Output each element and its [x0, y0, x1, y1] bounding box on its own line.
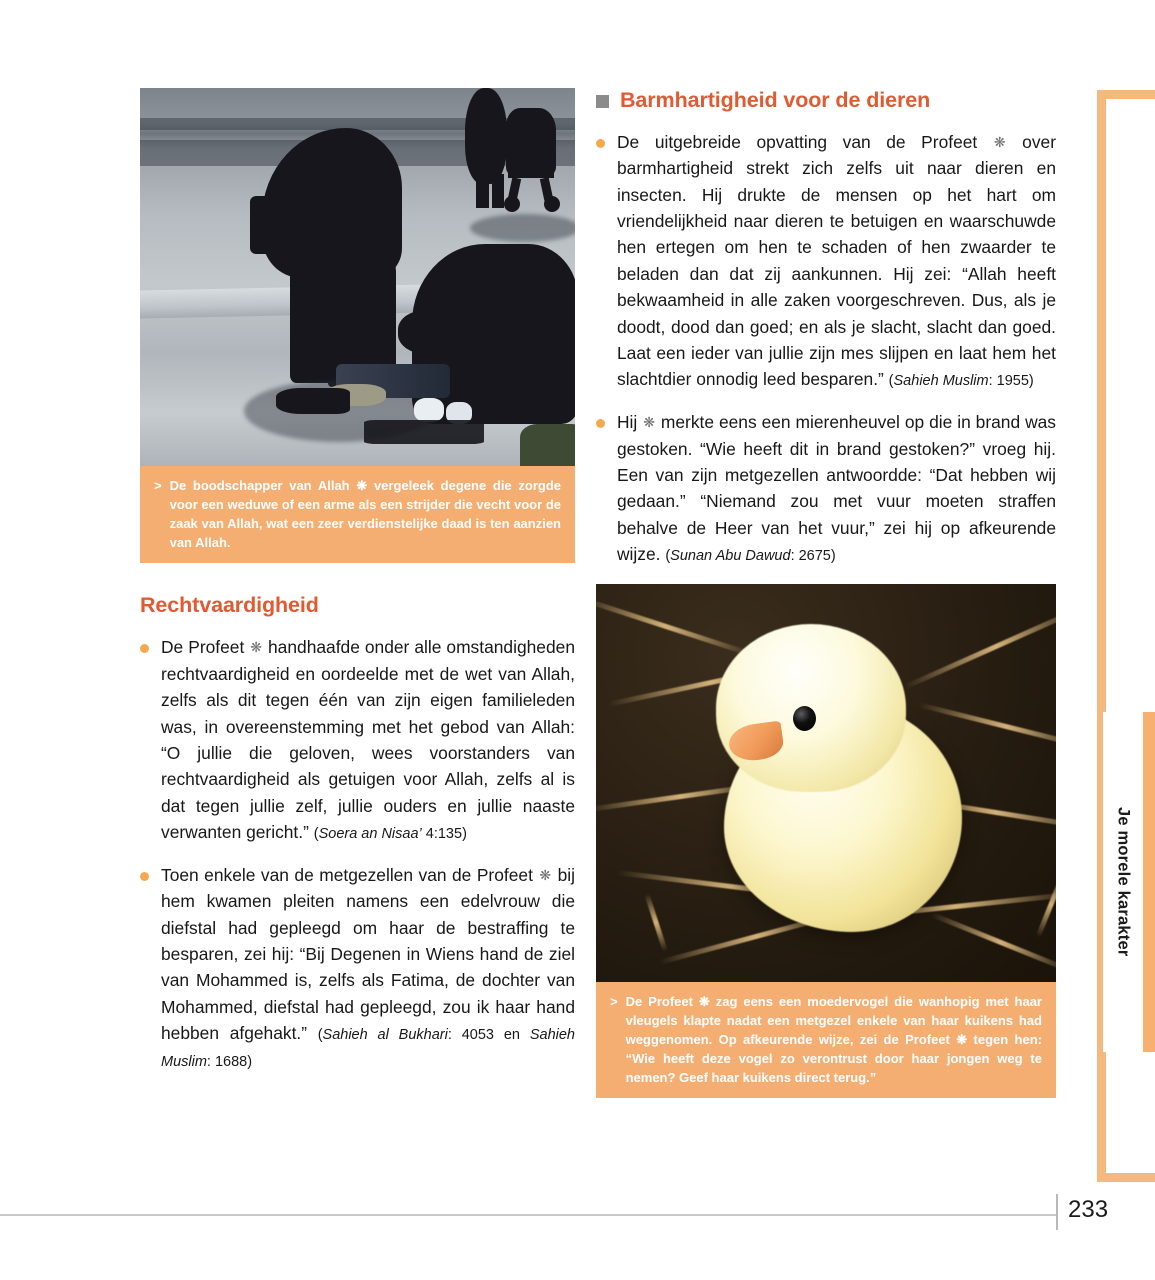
photo-figure	[328, 150, 380, 202]
caption-text: De boodschapper van Allah ❋ vergeleek degene die zorgde voor een weduwe of een arme als een strijder die vecht voor de zaak van Allah, wat een zeer verdienstelijke daad is ten aanzien van Allah.	[169, 478, 561, 551]
paragraph-fragment: Hij	[617, 412, 643, 433]
salutation-symbol-icon: ❋	[993, 134, 1006, 150]
source-open: (	[665, 547, 671, 564]
photo-detail	[414, 398, 444, 422]
paragraph-fragment: handhaafde onder alle omstandigheden rechtvaardigheid en oordeelde met de wet van Allah, zelfs als dit tegen één van zijn eigen familieleden was, in overeenstemming met het gebod van Allah: “O jullie die geloven, wees voorstanders van rechtvaardigheid als getuigen voor Allah, zelfs al is dat tegen jullie zelf, jullie ouders en jullie naaste verwanten gericht.”	[161, 637, 575, 842]
chick-photo	[596, 584, 1056, 982]
chick-photo-caption-box	[596, 982, 1056, 1099]
source-open: (	[317, 1027, 323, 1044]
street-photo-caption-box	[140, 466, 575, 563]
bullet-dot-icon	[596, 139, 605, 148]
paragraph-text	[617, 409, 1056, 568]
photo-figure	[476, 174, 489, 208]
photo-figure	[250, 196, 286, 254]
section-heading-text: Barmhartigheid voor de dieren	[620, 88, 931, 112]
subsection-heading-rechtvaardigheid: Rechtvaardigheid	[140, 593, 319, 618]
footer-rule	[0, 1214, 1056, 1216]
paragraph-fragment: Toen enkele van de metgezellen van de Profeet	[161, 864, 539, 885]
source-open: (	[313, 825, 319, 842]
photo-figure	[398, 310, 462, 354]
caption-text: De Profeet ❋ zag eens een moedervogel die wanhopig met haar vleugels klapte nadat een metgezel enkele van haar kuikens had weggenomen. Op afkeurende wijze, zei de Profeet ❋ tegen hen: “Wie heeft deze vogel zo verontrust door haar jongen weg te nemen? Geef haar kuikens direct terug.”	[625, 993, 1042, 1086]
bullet-dot-icon	[140, 644, 149, 653]
paragraph-fragment: De uitgebreide opvatting van de Profeet	[617, 132, 993, 152]
caption-arrow-icon: >	[154, 478, 162, 493]
page-number: 233	[1068, 1196, 1109, 1223]
photo-figure	[492, 174, 504, 208]
salutation-symbol-icon: ❋	[250, 639, 263, 656]
section-heading-barmhartigheid	[596, 88, 1056, 113]
photo-detail	[470, 214, 575, 242]
list-item	[140, 634, 575, 845]
paragraph-text	[617, 129, 1056, 393]
paragraph-fragment: bij hem kwamen pleiten namens een edelvrouw die diefstal had gepleegd om haar de bestraffing te besparen, zei hij: “Bij Degenen in Wiens hand de ziel van Mohammed is, zelfs als Fatima, de dochter van Mohammed, diefstal had gepleegd, zou ik haar hand hebben afgehakt.”	[161, 864, 576, 1044]
bullet-dot-icon	[596, 419, 605, 428]
list-item	[140, 862, 575, 1074]
source-reference: : 1955)	[988, 373, 1034, 390]
paragraph-fragment: merkte eens een mierenheuvel op die in brand was gestoken. “Wie heeft dit in brand gestoken?” vroeg hij. Een van zijn metgezellen antwoordde: “Dat hebben wij gedaan.” “Niemand zou met vuur moeten straffen behalve de Heer van het vuur,” zei hij op afkeurende wijze.	[617, 412, 1056, 564]
photo-detail	[520, 424, 575, 466]
street-alms-photo	[140, 88, 575, 466]
source-title-2: Sahieh Muslim	[161, 1027, 575, 1071]
chapter-tab-label: Je morele karakter	[1103, 712, 1143, 1052]
source-title: Sahieh al Bukhari	[322, 1027, 448, 1044]
photo-figure	[506, 108, 556, 174]
source-reference: : 2675)	[790, 547, 836, 564]
salutation-symbol-icon: ❋	[643, 414, 655, 431]
list-item	[596, 409, 1056, 568]
source-open: (	[888, 373, 894, 390]
source-reference: : 4053 en	[447, 1027, 530, 1044]
paragraph-fragment: over barmhartigheid strekt zich zelfs uit naar dieren en insecten. Hij drukte de mensen op het hart om vriendelijkheid naar dieren te betuigen en waarschuwde hen ertegen om hen te schaden of hen zwaarder te beladen dan dat zij aankunnen. Hij zei: “Allah heeft bekwaamheid in alle zaken voorgeschreven. Dus, als je doodt, dood dan goed; en als je slacht, slacht dan goed. Laat een ieder van jullie zijn mes slijpen en laat hem het slachtdier onnodig leed besparen.”	[617, 132, 1056, 390]
paragraph-text	[161, 862, 575, 1074]
photo-figure	[364, 420, 484, 444]
source-title: Soera an Nisaa’	[318, 825, 422, 842]
left-column	[140, 88, 575, 1090]
salutation-symbol-icon: ❋	[539, 866, 552, 883]
square-bullet-icon	[596, 95, 609, 108]
photo-figure	[465, 88, 507, 184]
photo-figure	[276, 388, 350, 414]
source-title: Sunan Abu Dawud	[670, 547, 791, 564]
caption-arrow-icon: >	[610, 993, 618, 1009]
photo-figure	[504, 196, 520, 212]
chick-eye	[793, 706, 816, 731]
bullet-dot-icon	[140, 872, 149, 881]
paragraph-fragment: De Profeet	[161, 637, 250, 658]
source-title: Sahieh Muslim	[893, 373, 989, 390]
list-item	[596, 129, 1056, 393]
photo-figure	[544, 196, 560, 212]
paragraph-text	[161, 634, 575, 845]
right-column	[596, 88, 1056, 1098]
source-reference-2: : 1688)	[206, 1054, 253, 1071]
folio-tick	[1056, 1194, 1058, 1230]
source-reference: 4:135)	[421, 825, 467, 842]
